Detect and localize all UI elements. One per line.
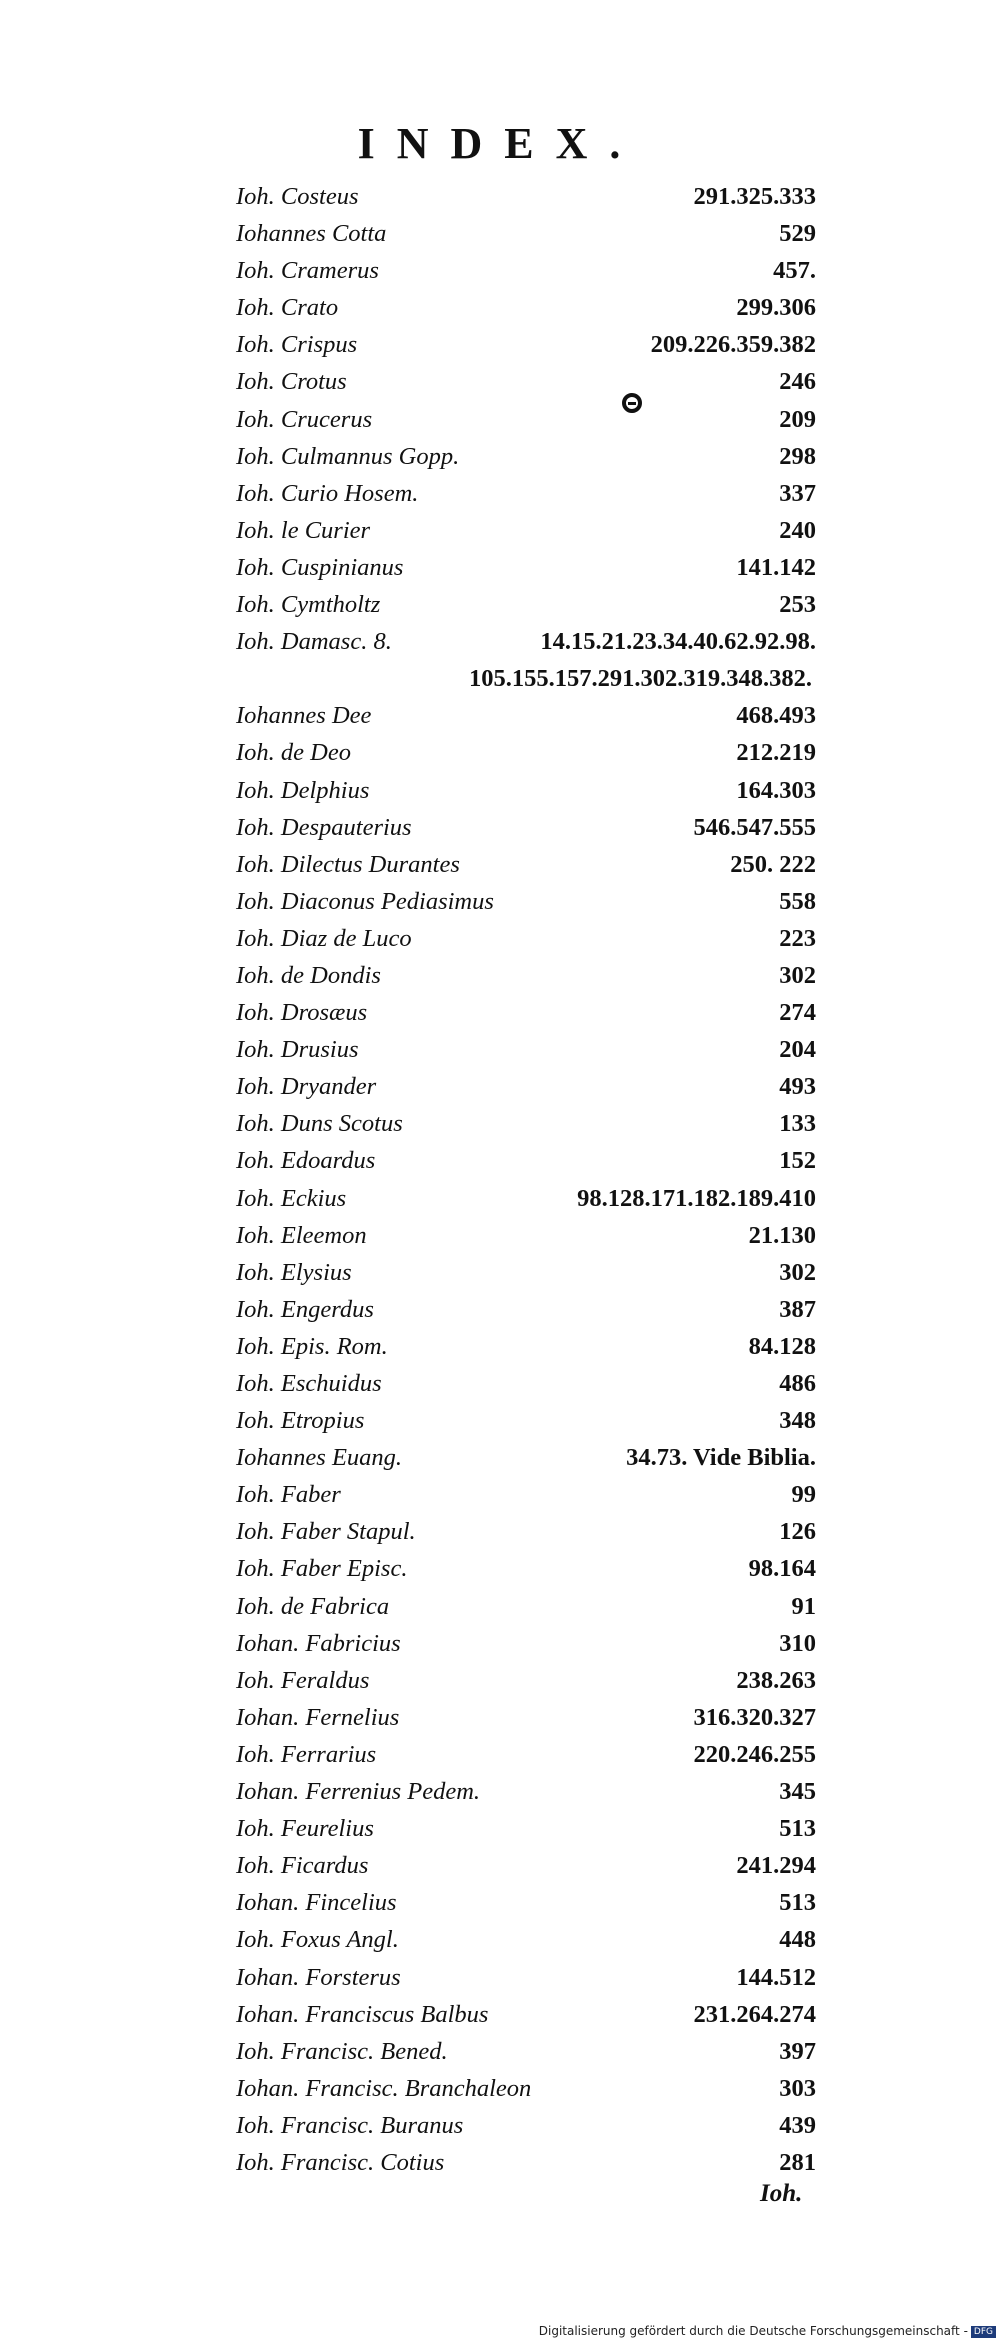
- entry-pages: 240: [779, 516, 816, 544]
- index-entry: [236, 549, 816, 586]
- index-entry: [236, 1439, 816, 1476]
- index-entry: [236, 1662, 816, 1699]
- entry-name: Ioh. Elysius: [236, 1258, 352, 1286]
- index-entry: [236, 252, 816, 289]
- entry-name: Ioh. Ficardus: [236, 1852, 369, 1880]
- entry-pages: 298: [779, 442, 816, 470]
- entry-name: Iohannes Dee: [236, 702, 372, 730]
- index-entry: [236, 1959, 816, 1996]
- index-entry: [236, 1773, 816, 1810]
- index-entry: [236, 1142, 816, 1179]
- index-entry: [236, 1217, 816, 1254]
- entry-name: Ioh. Eckius: [236, 1184, 347, 1212]
- entry-name: Ioh. Francisc. Cotius: [236, 2148, 445, 2176]
- entry-name: Ioh. Francisc. Buranus: [236, 2111, 464, 2139]
- entry-pages: 209.226.359.382: [650, 331, 816, 359]
- index-entry: [236, 475, 816, 512]
- index-entry: [236, 883, 816, 920]
- entry-pages: 21.130: [748, 1221, 816, 1249]
- entry-pages: 141.142: [736, 553, 816, 581]
- entry-name: Ioh. Ferrarius: [236, 1740, 377, 1768]
- entry-pages: 281: [779, 2148, 816, 2176]
- entry-pages: 291.325.333: [693, 183, 816, 210]
- entry-name: Ioh. Drosæus: [236, 999, 368, 1027]
- entry-pages: 274: [779, 999, 816, 1027]
- entry-pages: 220.246.255: [693, 1740, 816, 1768]
- entry-name: Iohan. Francisc. Branchaleon: [236, 2074, 532, 2102]
- entry-pages: 299.306: [736, 294, 816, 322]
- entry-name: Ioh. de Dondis: [236, 961, 381, 989]
- entry-name: Ioh. Crispus: [236, 331, 358, 359]
- entry-name: Ioh. Damasc. 8.: [236, 628, 392, 656]
- index-entry: [236, 1550, 816, 1587]
- entry-pages: 126: [779, 1518, 816, 1546]
- entry-name: Ioh. Foxus Angl.: [236, 1926, 399, 1954]
- entry-name: Iohan. Franciscus Balbus: [236, 2000, 489, 2028]
- index-entry: [236, 289, 816, 326]
- index-entry: [236, 1180, 816, 1217]
- entry-pages: 238.263: [736, 1666, 816, 1694]
- index-entry: [236, 994, 816, 1031]
- index-entry: [236, 326, 816, 363]
- entry-name: Ioh. Feurelius: [236, 1815, 374, 1843]
- entry-name: Ioh. le Curier: [236, 516, 371, 544]
- entry-name: Ioh. Etropius: [236, 1407, 365, 1435]
- index-entry: [236, 2144, 816, 2181]
- entry-name: Ioh. Edoardus: [236, 1147, 376, 1175]
- entry-name: Ioh. Crotus: [236, 368, 347, 396]
- index-entry: [236, 1068, 816, 1105]
- entry-name: Iohan. Fincelius: [236, 1889, 397, 1917]
- index-entry: [236, 772, 816, 809]
- entry-pages: 246: [779, 368, 816, 396]
- entry-name: Ioh. Diaz de Luco: [236, 924, 412, 952]
- entry-name: Ioh. Dilectus Durantes: [236, 850, 460, 878]
- dfg-logo-icon: DFG: [971, 2326, 996, 2338]
- index-entry: [236, 1699, 816, 1736]
- entry-pages: 152: [779, 1147, 816, 1175]
- entry-name: Ioh. Faber Stapul.: [236, 1518, 416, 1546]
- entry-pages: 223: [779, 924, 816, 952]
- entry-name: Ioh. Dryander: [236, 1073, 377, 1101]
- index-entry: [236, 920, 816, 957]
- catchword: Ioh.: [760, 2180, 803, 2207]
- index-entry: [236, 1254, 816, 1291]
- entry-pages: 241.294: [736, 1852, 816, 1880]
- entry-name: Ioh. Crucerus: [236, 405, 373, 433]
- entry-pages: 34.73. Vide Biblia.: [626, 1444, 816, 1472]
- entry-name: Ioh. Eleemon: [236, 1221, 367, 1249]
- entry-name: Ioh. Faber Episc.: [236, 1555, 408, 1583]
- entry-pages: 439: [779, 2111, 816, 2139]
- index-entry: [236, 1625, 816, 1662]
- entry-pages: 14.15.21.23.34.40.62.92.98.: [540, 628, 816, 656]
- index-entry: [236, 809, 816, 846]
- index-entry: [236, 846, 816, 883]
- index-entry: [236, 1402, 816, 1439]
- index-entry: [236, 2107, 816, 2144]
- entry-pages: 98.164: [748, 1555, 816, 1583]
- index-entry: [236, 2070, 816, 2107]
- entry-name: Ioh. Despauterius: [236, 813, 412, 841]
- entry-pages: 529: [779, 220, 816, 248]
- entry-pages: 204: [779, 1036, 816, 1064]
- entry-pages: 513: [779, 1889, 816, 1917]
- index-entry: [236, 363, 816, 400]
- entry-name: Iohan. Fernelius: [236, 1703, 400, 1731]
- entry-name: Ioh. Cymtholtz: [236, 591, 381, 619]
- entry-pages: 348: [779, 1407, 816, 1435]
- index-entry: [236, 1588, 816, 1625]
- entry-name: Iohannes Euang.: [236, 1444, 403, 1472]
- entry-name: Ioh. Drusius: [236, 1036, 359, 1064]
- entry-pages: 303: [779, 2074, 816, 2102]
- entry-name: Iohan. Fabricius: [236, 1629, 401, 1657]
- index-entry: [236, 438, 816, 475]
- index-entry: [236, 1031, 816, 1068]
- entry-pages: 231.264.274: [693, 2000, 816, 2028]
- entry-pages: 493: [779, 1073, 816, 1101]
- index-entry: [236, 1513, 816, 1550]
- entry-pages: 212.219: [736, 739, 816, 767]
- entry-pages: 91: [791, 1592, 816, 1620]
- entry-pages: 133: [779, 1110, 816, 1138]
- entry-pages: 84.128: [748, 1332, 816, 1360]
- entry-name: Iohannes Cotta: [236, 220, 387, 248]
- index-entry: [236, 957, 816, 994]
- index-entry: [236, 1476, 816, 1513]
- entry-name: Ioh. Curio Hosem.: [236, 479, 419, 507]
- entry-pages: 387: [779, 1295, 816, 1323]
- index-entry: [236, 1810, 816, 1847]
- entry-pages: 558: [779, 887, 816, 915]
- index-entry: [236, 1996, 816, 2033]
- entry-pages: 316.320.327: [693, 1703, 816, 1731]
- entry-pages: 486: [779, 1370, 816, 1397]
- entry-pages: 209: [779, 405, 816, 433]
- index-entry: [236, 1921, 816, 1958]
- entry-name: Ioh. Costeus: [236, 183, 359, 210]
- index-entry: [236, 1291, 816, 1328]
- entry-name: Ioh. de Fabrica: [236, 1592, 390, 1620]
- entry-name: Ioh. Epis. Rom.: [236, 1332, 388, 1360]
- index-entry: [236, 1328, 816, 1365]
- index-entry: [236, 178, 816, 215]
- index-entry: [236, 623, 816, 660]
- entry-pages: 345: [779, 1778, 816, 1806]
- index-entry: [236, 697, 816, 734]
- entry-pages: 310: [779, 1629, 816, 1657]
- entry-pages: 513: [779, 1815, 816, 1843]
- entry-name: Ioh. Eschuidus: [236, 1370, 382, 1397]
- entry-name: Ioh. Cramerus: [236, 257, 379, 285]
- index-entry: [236, 2033, 816, 2070]
- entry-name: Ioh. Delphius: [236, 776, 370, 804]
- entry-name: Iohan. Forsterus: [236, 1963, 401, 1991]
- entry-name: Ioh. Duns Scotus: [236, 1110, 403, 1138]
- entry-pages: 144.512: [736, 1963, 816, 1991]
- index-entry: [236, 215, 816, 252]
- entry-name: Ioh. Diaconus Pediasimus: [236, 887, 494, 915]
- entry-pages: 397: [779, 2037, 816, 2065]
- entry-pages: 337: [779, 479, 816, 507]
- index-entry: [236, 1736, 816, 1773]
- index-entry: [236, 660, 816, 697]
- digitization-footer: [0, 2324, 996, 2338]
- entry-pages: 546.547.555: [693, 813, 816, 841]
- entry-pages: 448: [779, 1926, 816, 1954]
- entry-pages: 98.128.171.182.189.410: [577, 1184, 816, 1212]
- entry-name: Ioh. Engerdus: [236, 1295, 374, 1323]
- index-list: [236, 178, 816, 2181]
- index-entry: [236, 1884, 816, 1921]
- page-title: INDEX.: [357, 119, 643, 168]
- entry-pages: 105.155.157.291.302.319.348.382.: [469, 665, 812, 693]
- index-entry: [236, 734, 816, 771]
- entry-name: Ioh. Culmannus Gopp.: [236, 442, 460, 470]
- entry-pages: 164.303: [736, 776, 816, 804]
- entry-pages: 250. 222: [730, 850, 816, 878]
- index-entry: [236, 586, 816, 623]
- entry-pages: 302: [779, 1258, 816, 1286]
- entry-pages: 457.: [773, 257, 816, 285]
- index-entry: [236, 1365, 816, 1402]
- entry-name: Ioh. de Deo: [236, 739, 351, 767]
- index-entry: [236, 401, 816, 438]
- entry-pages: 253: [779, 591, 816, 619]
- entry-name: Ioh. Faber: [236, 1481, 341, 1509]
- index-entry: [236, 512, 816, 549]
- entry-name: Ioh. Cuspinianus: [236, 553, 404, 581]
- entry-pages: 99: [791, 1481, 816, 1509]
- index-entry: [236, 1105, 816, 1142]
- entry-name: Iohan. Ferrenius Pedem.: [236, 1778, 481, 1806]
- footer-text: Digitalisierung gefördert durch die Deutsche Forschungsgemeinschaft -: [538, 2324, 968, 2338]
- entry-name: Ioh. Feraldus: [236, 1666, 370, 1694]
- entry-pages: 468.493: [736, 702, 816, 730]
- index-entry: [236, 1847, 816, 1884]
- entry-pages: 302: [779, 961, 816, 989]
- entry-name: Ioh. Crato: [236, 294, 339, 322]
- entry-name: Ioh. Francisc. Bened.: [236, 2037, 448, 2065]
